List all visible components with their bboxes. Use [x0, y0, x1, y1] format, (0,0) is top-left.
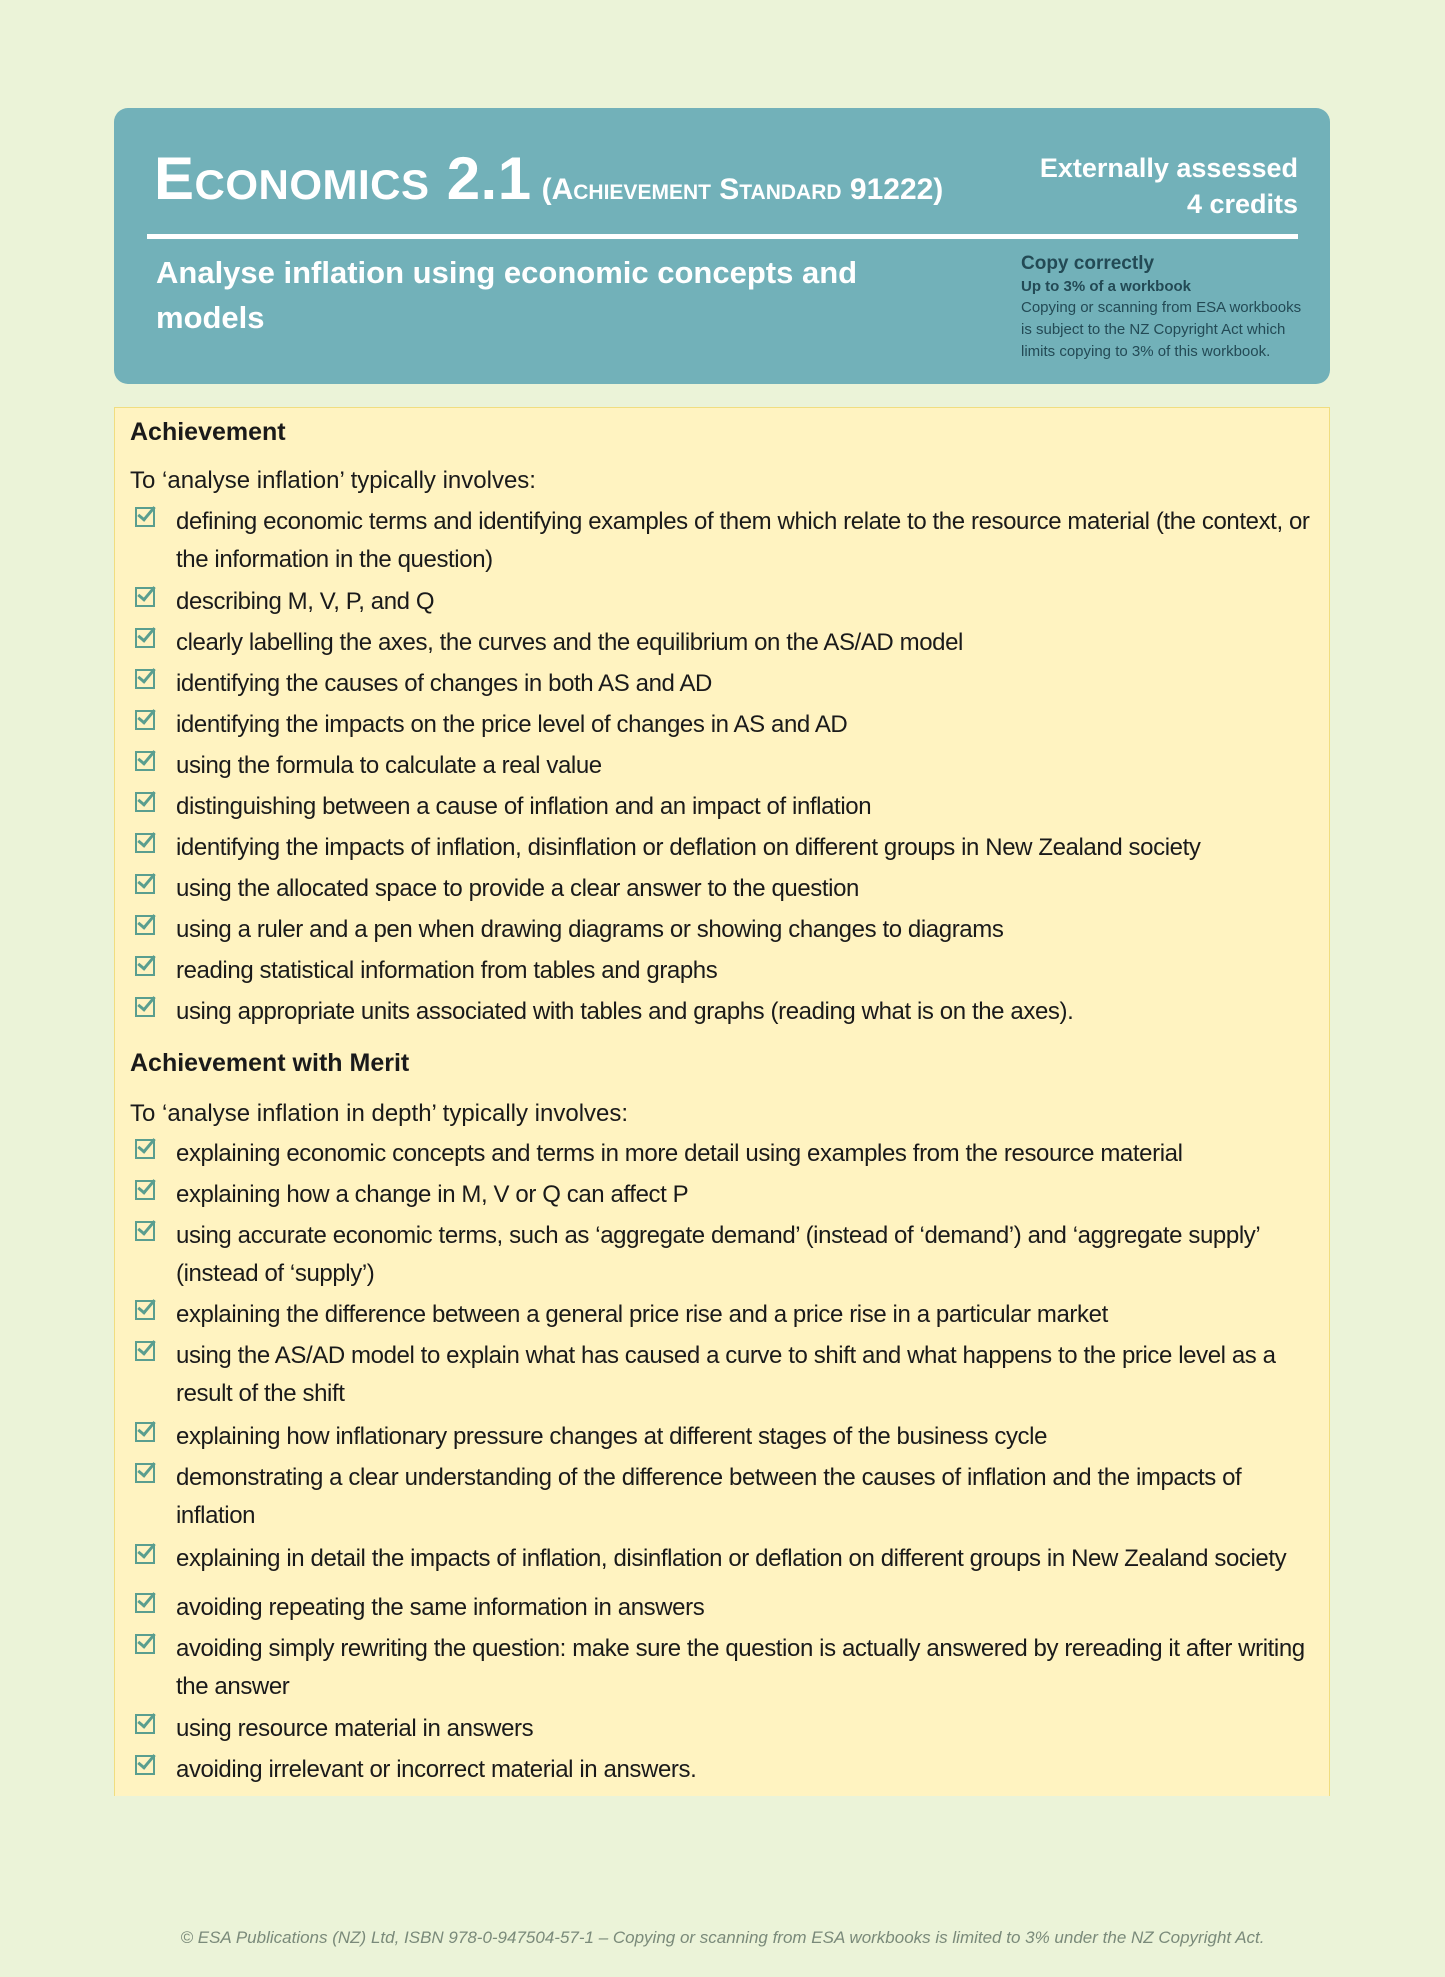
checkbox-checked-icon — [135, 1300, 155, 1320]
header-divider — [147, 234, 1298, 239]
checkbox-checked-icon — [135, 997, 155, 1017]
criteria-panel: Achievement To ‘analyse inflation’ typically involves: defining economic terms and identifying examples of them which relate to the resource material (the context, or the information in the question) describing M, V, P, and Q clearly labelling the axes, the curves and the equilibrium on the AS/AD model identifying the causes of changes in both AS and AD identifying the impacts on the price level of changes in AS and AD using the formula to calculate a real value distinguishing between a cause of inflation and an impact of inflation identifying the impacts of inflation, disinflation or deflation on different groups in New Zealand society using the allocated space to provide a clear answer to the question using a ruler and a pen when drawing diagrams or showing changes to diagrams reading statistical information from tables and graphs using appropriate units associated with tables and graphs (reading what is on the axes). Achievement with Merit To ‘analyse inflation in depth’ typically involves: explaining economic concepts and terms in more detail using examples from the resource material explaining how a change in M, V or Q can affect P using accurate economic terms, such as ‘aggregate demand’ (instead of ‘demand’) and ‘aggregate supply’ (instead of ‘supply’) explaining the difference between a general price rise and a price rise in a particular market using the AS/AD model to explain what has caused a curve to shift and what happens to the price level as a result of the shift explaining how inflationary pressure changes at different stages of the business cycle demonstrating a clear understanding of the difference between the causes of inflation and the impacts of inflation explaining in detail the impacts of inflation, disinflation or deflation on different groups in New Zealand society avoiding repeating the same information in answers avoiding simply rewriting the question: make sure the question is actually answered by rereading it after writing the answer using resource material in answers avoiding irrelevant or incorrect material in answers. — [114, 407, 1330, 1796]
copy-notice — [1021, 252, 1311, 363]
checkbox-checked-icon — [135, 1755, 155, 1775]
checkbox-checked-icon — [135, 1634, 155, 1654]
checkbox-checked-icon — [135, 587, 155, 607]
checkbox-checked-icon — [135, 833, 155, 853]
checkbox-checked-icon — [135, 956, 155, 976]
checkbox-checked-icon — [135, 1139, 155, 1159]
checkbox-checked-icon — [135, 1593, 155, 1613]
checkbox-checked-icon — [135, 915, 155, 935]
checkbox-checked-icon — [135, 710, 155, 730]
title-line — [154, 144, 943, 213]
achievement-heading: Achievement — [130, 418, 286, 446]
checkbox-checked-icon — [135, 1180, 155, 1200]
checkbox-checked-icon — [135, 628, 155, 648]
checkbox-checked-icon — [135, 507, 155, 527]
checkbox-checked-icon — [135, 1544, 155, 1564]
checkbox-checked-icon — [135, 669, 155, 689]
standard-label: (Achievement Standard 91222) — [541, 173, 944, 206]
copy-notice-text: Copying or scanning from ESA workbooks is subject to the NZ Copyright Act which limits copying to 3% of this workbook. — [1021, 299, 1302, 360]
checkbox-checked-icon — [135, 751, 155, 771]
checkbox-checked-icon — [135, 792, 155, 812]
copyright-footer: © ESA Publications (NZ) Ltd, ISBN 978-0-947504-57-1 – Copying or scanning from ESA workbooks is limited to 3% under the NZ Copyright Act. — [180, 1928, 1265, 1947]
assessment-info — [1040, 150, 1298, 222]
checkbox-checked-icon — [135, 1714, 155, 1734]
credits: 4 credits — [1186, 189, 1298, 219]
page-subtitle: Analyse inflation using economic concepts and models — [156, 255, 858, 335]
merit-heading: Achievement with Merit — [130, 1049, 410, 1077]
checkbox-checked-icon — [135, 1422, 155, 1442]
achievement-intro: To ‘analyse inflation’ typically involves: — [130, 467, 536, 494]
checkbox-checked-icon — [135, 1463, 155, 1483]
merit-intro: To ‘analyse inflation in depth’ typically involves: — [130, 1100, 629, 1127]
assessment-type: Externally assessed — [1039, 153, 1298, 183]
page-title: Economics 2.1 — [154, 145, 532, 212]
checkbox-checked-icon — [135, 874, 155, 894]
checkbox-checked-icon — [135, 1341, 155, 1361]
checkbox-checked-icon — [135, 1221, 155, 1241]
copy-notice-subtitle: Up to 3% of a workbook — [1021, 278, 1192, 295]
copy-notice-title: Copy correctly — [1021, 253, 1155, 274]
header-banner — [114, 108, 1330, 384]
